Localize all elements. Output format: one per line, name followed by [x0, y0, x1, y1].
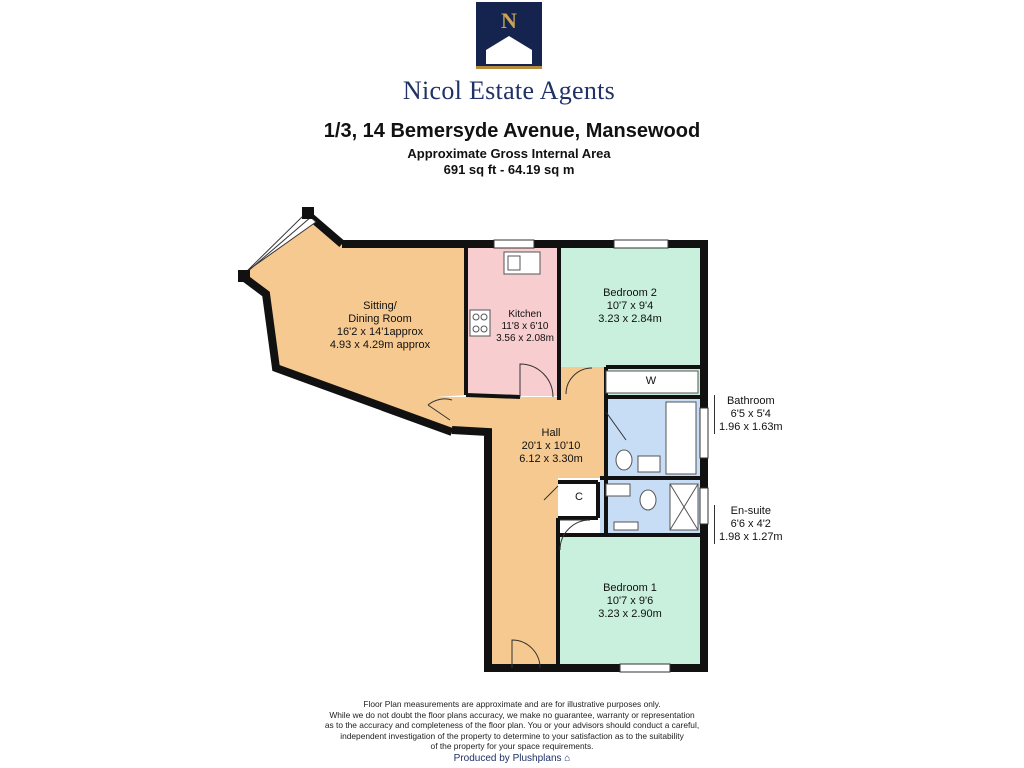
ensuite-size-metric: 1.98 x 1.27m	[719, 531, 783, 543]
bathroom-label: Bathroom	[726, 395, 775, 407]
bathroom-size-metric: 1.96 x 1.63m	[719, 421, 783, 433]
bedroom-2-size-metric: 3.23 x 2.84m	[598, 313, 662, 325]
logo-letter: N	[501, 8, 517, 33]
bedroom-1-label: Bedroom 1	[603, 582, 657, 594]
bathroom-callout	[714, 395, 783, 434]
wardrobe-label: W	[645, 375, 657, 387]
ensuite-callout	[714, 505, 783, 544]
ensuite-label: En-suite	[730, 505, 771, 517]
sitting-room-size-metric: 4.93 x 4.29m approx	[329, 339, 431, 351]
bedroom-1-size-imperial: 10'7 x 9'6	[606, 595, 654, 607]
bedroom-2-label: Bedroom 2	[603, 287, 657, 299]
disclaimer-line: as to the accuracy and completeness of the floor plan. You or your advisors should conduct a careful,	[324, 720, 700, 731]
bedroom-1-size-metric: 3.23 x 2.90m	[598, 608, 662, 620]
kitchen-size-metric: 3.56 x 2.08m	[496, 333, 554, 344]
area-value: 691 sq ft - 64.19 sq m	[443, 162, 575, 177]
cupboard-label: C	[575, 491, 583, 503]
ensuite-size-imperial: 6'6 x 4'2	[730, 518, 771, 530]
produced-by-text: Produced by Plushplans	[453, 753, 562, 764]
bathroom-size-imperial: 6'5 x 5'4	[730, 408, 771, 420]
property-address: 1/3, 14 Bemersyde Avenue, Mansewood	[323, 120, 701, 142]
hall-size-imperial: 20'1 x 10'10	[521, 440, 581, 452]
disclaimer-line: independent investigation of the property to determine to your satisfaction as to the suitability	[340, 730, 684, 741]
brand-name: Nicol Estate Agents	[402, 76, 616, 105]
disclaimer-line: of the property for your space requirements.	[430, 741, 594, 752]
hall-label: Hall	[541, 427, 561, 439]
plushplans-house-icon: ⌂	[564, 753, 571, 764]
sitting-room-size-imperial: 16'2 x 14'1approx	[336, 326, 424, 338]
sitting-room-label: Sitting/	[363, 300, 397, 312]
hall-size-metric: 6.12 x 3.30m	[519, 453, 583, 465]
kitchen-size-imperial: 11'8 x 6'10	[501, 321, 549, 332]
bedroom-2-size-imperial: 10'7 x 9'4	[606, 300, 654, 312]
kitchen-label: Kitchen	[508, 309, 542, 320]
produced-by	[412, 753, 612, 764]
area-label: Approximate Gross Internal Area	[407, 146, 611, 161]
sitting-room-label-2: Dining Room	[348, 313, 412, 325]
disclaimer-line: While we do not doubt the floor plans accuracy, we make no guarantee, warranty or representation	[329, 709, 695, 720]
disclaimer-line: Floor Plan measurements are approximate and are for illustrative purposes only.	[363, 699, 661, 709]
disclaimer	[310, 699, 714, 752]
